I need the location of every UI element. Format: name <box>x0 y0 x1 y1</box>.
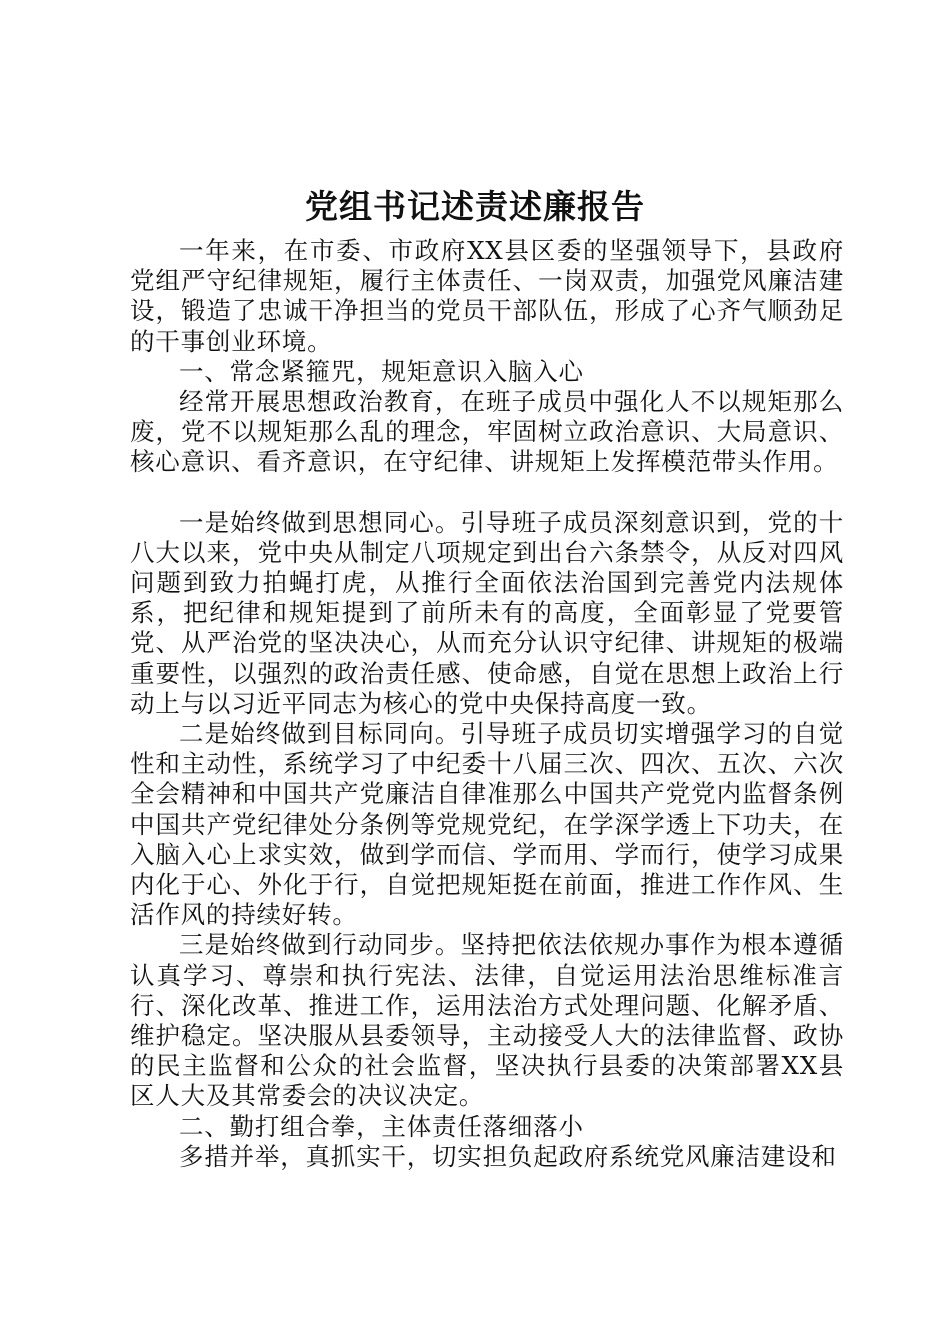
document-body <box>130 236 844 1172</box>
section-heading-2: 二、勤打组合拳，主体责任落细落小 <box>179 1111 584 1141</box>
paragraph-intro: 一年来，在市委、市政府XX县区委的坚强领导下，县政府党组严守纪律规矩，履行主体责任、一岗双责，加强党风廉洁建设，锻造了忠诚干净担当的党员干部队伍，形成了心齐气顺劲足的干事创业环境。 <box>130 236 844 356</box>
paragraph-point-1: 一是始终做到思想同心。引导班子成员深刻意识到，党的十八大以来，党中央从制定八项规定到出台六条禁令，从反对四风问题到致力拍蝇打虎，从推行全面依法治国到完善党内法规体系，把纪律和规矩提到了前所未有的高度，全面彰显了党要管党、从严治党的坚决决心，从而充分认识守纪律、讲规矩的极端重要性，以强烈的政治责任感、使命感，自觉在思想上政治上行动上与以习近平同志为核心的党中央保持高度一致。 <box>130 507 844 718</box>
paragraph-measures: 多措并举，真抓实干，切实担负起政府系统党风廉洁建设和 <box>179 1141 837 1171</box>
document-title: 党组书记述责述廉报告 <box>305 187 645 226</box>
section-heading-1: 一、常念紧箍咒，规矩意识入脑入心 <box>179 356 584 386</box>
paragraph-education: 经常开展思想政治教育，在班子成员中强化人不以规矩那么废，党不以规矩那么乱的理念，牢固树立政治意识、大局意识、核心意识、看齐意识，在守纪律、讲规矩上发挥模范带头作用。 <box>130 387 844 477</box>
paragraph-point-2: 二是始终做到目标同向。引导班子成员切实增强学习的自觉性和主动性，系统学习了中纪委十八届三次、四次、五次、六次全会精神和中国共产党廉洁自律准那么中国共产党党内监督条例中国共产党纪律处分条例等党规党纪，在学深学透上下功夫，在入脑入心上求实效，做到学而信、学而用、学而行，使学习成果内化于心、外化于行，自觉把规矩挺在前面，推进工作作风、生活作风的持续好转。 <box>130 719 844 930</box>
paragraph-point-3: 三是始终做到行动同步。坚持把依法依规办事作为根本遵循认真学习、尊崇和执行宪法、法律，自觉运用法治思维标准言行、深化改革、推进工作，运用法治方式处理问题、化解矛盾、维护稳定。坚决服从县委领导，主动接受人大的法律监督、政协的民主监督和公众的社会监督，坚决执行县委的决策部署XX县区人大及其常委会的决议决定。 <box>130 930 844 1111</box>
